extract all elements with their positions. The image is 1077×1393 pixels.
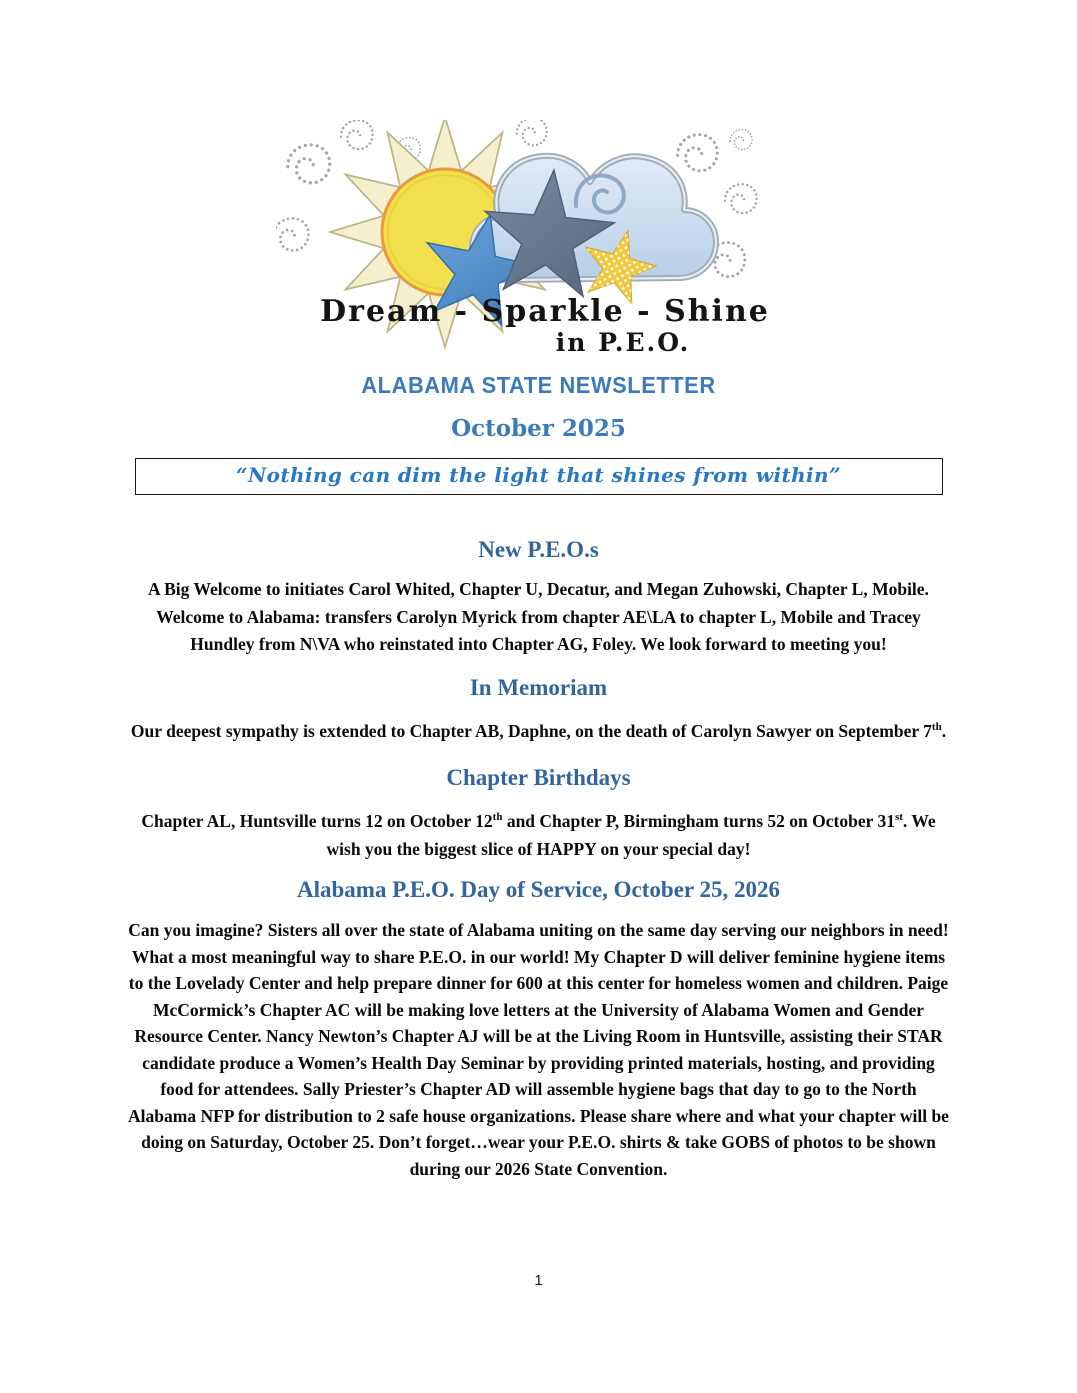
birthdays-superscript-1: th — [492, 811, 503, 824]
section-heading-chapter-birthdays: Chapter Birthdays — [446, 765, 631, 790]
birthdays-text: Chapter AL, Huntsville turns 12 on October 12 — [141, 811, 493, 831]
page-number: 1 — [534, 1272, 543, 1289]
newsletter-logo — [276, 0, 776, 365]
paragraph-chapter-birthdays — [127, 808, 951, 863]
logo-caption-line1: Dream - Sparkle - Shine — [319, 294, 770, 329]
memoriam-text: Our deepest sympathy is extended to Chapter AB, Daphne, on the death of Carolyn Sawyer on September 7 — [130, 720, 932, 741]
birthdays-text-end: . We wish you the biggest slice of HAPPY on your special day! — [326, 811, 936, 859]
birthdays-text-2: and Chapter P, Birmingham turns 52 on October 31 — [502, 811, 895, 831]
paragraph-in-memoriam — [127, 718, 951, 746]
logo-caption-line2: in P.E.O. — [555, 328, 690, 357]
birthdays-superscript-2: st — [894, 811, 903, 824]
section-heading-new-peos: New P.E.O.s — [478, 537, 599, 562]
quote-box — [135, 458, 943, 495]
newsletter-title: ALABAMA STATE NEWSLETTER — [361, 372, 716, 398]
newsletter-issue-date: October 2025 — [451, 415, 626, 442]
memoriam-superscript: th — [931, 720, 942, 733]
section-heading-day-of-service: Alabama P.E.O. Day of Service, October 25, 2026 — [297, 877, 780, 902]
paragraph-new-peos: A Big Welcome to initiates Carol Whited, Chapter U, Decatur, and Megan Zuhowski, Chapter L, Mobile. Welcome to Alabama: transfers Carolyn Myrick from chapter AE\LA to chapter L, Mobile and Tracey Hundley from N\VA who reinstated into Chapter AG, Foley. We look forward to meeting you! — [148, 579, 929, 654]
quote-text: “Nothing can dim the light that shines from within” — [236, 463, 841, 487]
logo-artwork — [276, 120, 776, 360]
section-heading-in-memoriam: In Memoriam — [469, 674, 608, 700]
paragraph-day-of-service: Can you imagine? Sisters all over the state of Alabama uniting on the same day serving our neighbors in need! What a most meaningful way to share P.E.O. in our world! My Chapter D will deliver feminine hygiene items to the Lovelady Center and help prepare dinner for 600 at this center for homeless women and children. Paige McCormick’s Chapter AC will be making love letters at the University of Alabama Women and Gender Resource Center. Nancy Newton’s Chapter AJ will be at the Living Room in Huntsville, assisting their STAR candidate produce a Women’s Health Day Seminar by providing printed materials, hosting, and providing food for attendees. Sally Priester’s Chapter AD will assemble hygiene bags that day to go to the North Alabama NFP for distribution to 2 safe house organizations. Please share where and what your chapter will be doing on Saturday, October 25. Don’t forget…wear your P.E.O. shirts & take GOBS of photos to be shown during our 2026 State Convention. — [128, 920, 949, 1179]
memoriam-text-end: . — [941, 720, 947, 741]
